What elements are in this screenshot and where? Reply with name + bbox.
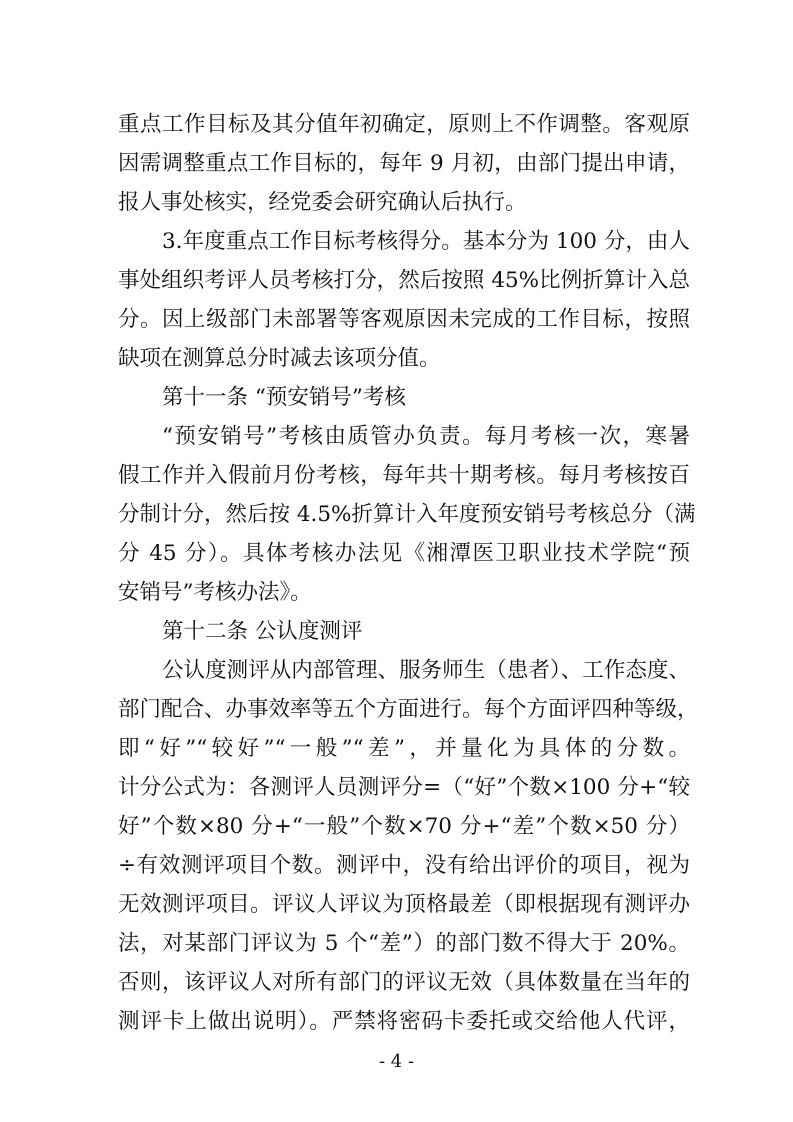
- text-line: 否则，该评议人对所有部门的评议无效（具体数量在当年的: [118, 970, 690, 995]
- text-line: 分制计分，然后按 4.5%折算计入年度预安销号考核总分（满: [118, 502, 696, 527]
- text-line: 好”个数×80 分+“一般”个数×70 分+“差”个数×50 分）: [118, 814, 690, 839]
- page-number: - 4 -: [378, 1051, 415, 1072]
- text-line: 因需调整重点工作目标的，每年 9 月初，由部门提出申请，: [118, 151, 690, 176]
- text-line: 法，对某部门评议为 5 个“差”）的部门数不得大于 20%。: [118, 931, 690, 956]
- text-line: 假工作并入假前月份考核，每年共十期考核。每月考核按百: [118, 463, 690, 488]
- text-line: 公认度测评从内部管理、服务师生（患者）、工作态度、: [162, 658, 690, 683]
- text-line: 重点工作目标及其分值年初确定，原则上不作调整。客观原: [118, 112, 690, 137]
- text-line: ÷有效测评项目个数。测评中，没有给出评价的项目，视为: [118, 853, 690, 878]
- text-line: 部门配合、办事效率等五个方面进行。每个方面评四种等级，: [118, 697, 699, 722]
- section-heading: 第十一条 “预安销号”考核: [162, 385, 406, 410]
- section-heading: 第十二条 公认度测评: [162, 619, 363, 644]
- text-line: 报人事处核实，经党委会研究确认后执行。: [118, 190, 527, 215]
- text-line: 3.年度重点工作目标考核得分。基本分为 100 分，由人: [162, 229, 690, 254]
- text-line: 即“好”“较好”“一般”“差”，并量化为具体的分数。: [118, 736, 690, 761]
- text-line: 计分公式为：各测评人员测评分=（“好”个数×100 分+“较: [118, 775, 690, 800]
- text-line: “预安销号”考核由质管办负责。每月考核一次，寒暑: [162, 424, 690, 449]
- text-line: 测评卡上做出说明）。严禁将密码卡委托或交给他人代评，: [118, 1009, 690, 1034]
- text-line: 无效测评项目。评议人评议为顶格最差（即根据现有测评办: [118, 892, 690, 917]
- text-line: 安销号”考核办法》。: [118, 580, 312, 605]
- text-line: 缺项在测算总分时减去该项分值。: [118, 346, 441, 371]
- text-line: 分 45 分）。具体考核办法见《湘潭医卫职业技术学院“预: [118, 541, 690, 566]
- text-line: 分。因上级部门未部署等客观原因未完成的工作目标，按照: [118, 307, 690, 332]
- text-line: 事处组织考评人员考核打分，然后按照 45%比例折算计入总: [118, 268, 690, 293]
